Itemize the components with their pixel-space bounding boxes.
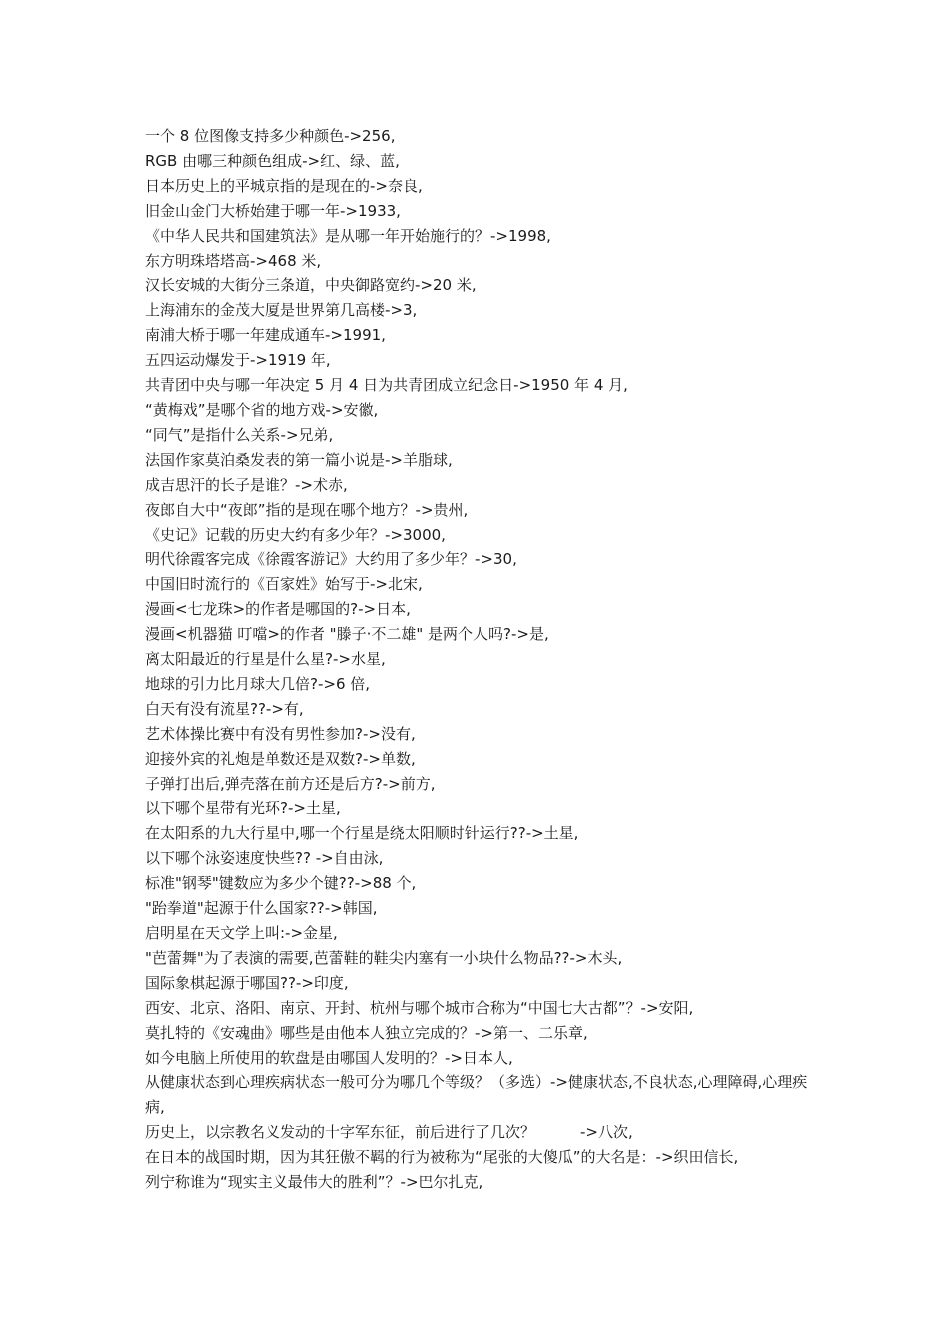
qa-line: 漫画<七龙珠>的作者是哪国的?->日本, — [145, 600, 411, 619]
qa-line: 日本历史上的平城京指的是现在的->奈良, — [145, 176, 423, 195]
qa-line: 从健康状态到心理疾病状态一般可分为哪几个等级？（多选）->健康状态,不良状态,心理障碍,心理疾病, — [145, 1073, 808, 1117]
qa-line: 夜郎自大中“夜郎”指的是现在哪个地方？->贵州, — [145, 500, 469, 519]
qa-line: 白天有没有流星??->有, — [145, 699, 304, 718]
qa-line: 汉长安城的大街分三条道，中央御路宽约->20 米, — [145, 276, 477, 295]
qa-line: 以下哪个星带有光环?->土星, — [145, 799, 341, 818]
qa-line: 地球的引力比月球大几倍?->6 倍, — [145, 674, 371, 693]
qa-line: 共青团中央与哪一年决定 5 月 4 日为共青团成立纪念日->1950 年 4 月, — [145, 376, 628, 395]
qa-line: 一个 8 位图像支持多少种颜色->256, — [145, 127, 396, 145]
qa-line: 《史记》记载的历史大约有多少年？->3000, — [145, 525, 446, 544]
qa-line: 国际象棋起源于哪国??->印度, — [145, 973, 349, 992]
qa-line: 明代徐霞客完成《徐霞客游记》大约用了多少年？->30, — [145, 550, 517, 569]
qa-line: 成吉思汗的长子是谁？->术赤, — [145, 475, 348, 494]
qa-list — [145, 124, 815, 1195]
qa-line: 子弹打出后,弹壳落在前方还是后方?->前方, — [145, 774, 436, 793]
qa-line: 在日本的战国时期，因为其狂傲不羁的行为被称为“尾张的大傻瓜”的大名是：->织田信长, — [145, 1148, 739, 1167]
qa-line: 中国旧时流行的《百家姓》始写于->北宋, — [145, 575, 423, 594]
qa-line: "芭蕾舞"为了表演的需要,芭蕾鞋的鞋尖内塞有一小块什么物品??->木头, — [145, 948, 623, 967]
qa-line: 东方明珠塔塔高->468 米, — [145, 251, 322, 270]
qa-line: 旧金山金门大桥始建于哪一年->1933, — [145, 201, 401, 220]
qa-line: 漫画<机器猫 叮噹>的作者 "滕子·不二雄" 是两个人吗?->是, — [145, 625, 549, 644]
qa-line: 法国作家莫泊桑发表的第一篇小说是->羊脂球, — [145, 450, 453, 469]
qa-line: 列宁称谁为“现实主义最伟大的胜利”？->巴尔扎克, — [145, 1173, 484, 1192]
qa-line: “同气”是指什么关系->兄弟, — [145, 425, 334, 444]
qa-line: 在太阳系的九大行星中,哪一个行星是绕太阳顺时针运行??->土星, — [145, 824, 579, 843]
qa-line: 以下哪个泳姿速度快些?? ->自由泳, — [145, 849, 384, 868]
qa-line: 南浦大桥于哪一年建成通车->1991, — [145, 326, 386, 345]
qa-line: 标准"钢琴"键数应为多少个键??->88 个, — [145, 874, 417, 893]
qa-line: 启明星在天文学上叫:->金星, — [145, 924, 338, 942]
qa-line: 艺术体操比赛中有没有男性参加?->没有, — [145, 724, 416, 743]
qa-line: 莫扎特的《安魂曲》哪些是由他本人独立完成的？->第一、二乐章, — [145, 1023, 588, 1042]
qa-line: 上海浦东的金茂大厦是世界第几高楼->3, — [145, 301, 418, 320]
qa-line: “黄梅戏”是哪个省的地方戏->安徽, — [145, 400, 379, 419]
qa-line: 历史上，以宗教名义发动的十字军东征，前后进行了几次？ ->八次, — [145, 1123, 633, 1142]
qa-line: 离太阳最近的行星是什么星?->水星, — [145, 650, 386, 669]
qa-line: "跆拳道"起源于什么国家??->韩国, — [145, 899, 378, 918]
qa-line: 迎接外宾的礼炮是单数还是双数?->单数, — [145, 749, 416, 768]
qa-line: 五四运动爆发于->1919 年, — [145, 351, 331, 370]
qa-line: 《中华人民共和国建筑法》是从哪一年开始施行的？->1998, — [145, 226, 551, 245]
qa-line: RGB 由哪三种颜色组成->红、绿、蓝, — [145, 151, 400, 170]
qa-line: 如今电脑上所使用的软盘是由哪国人发明的？->日本人, — [145, 1048, 513, 1067]
qa-line: 西安、北京、洛阳、南京、开封、杭州与哪个城市合称为“中国七大古都”？->安阳, — [145, 998, 694, 1017]
